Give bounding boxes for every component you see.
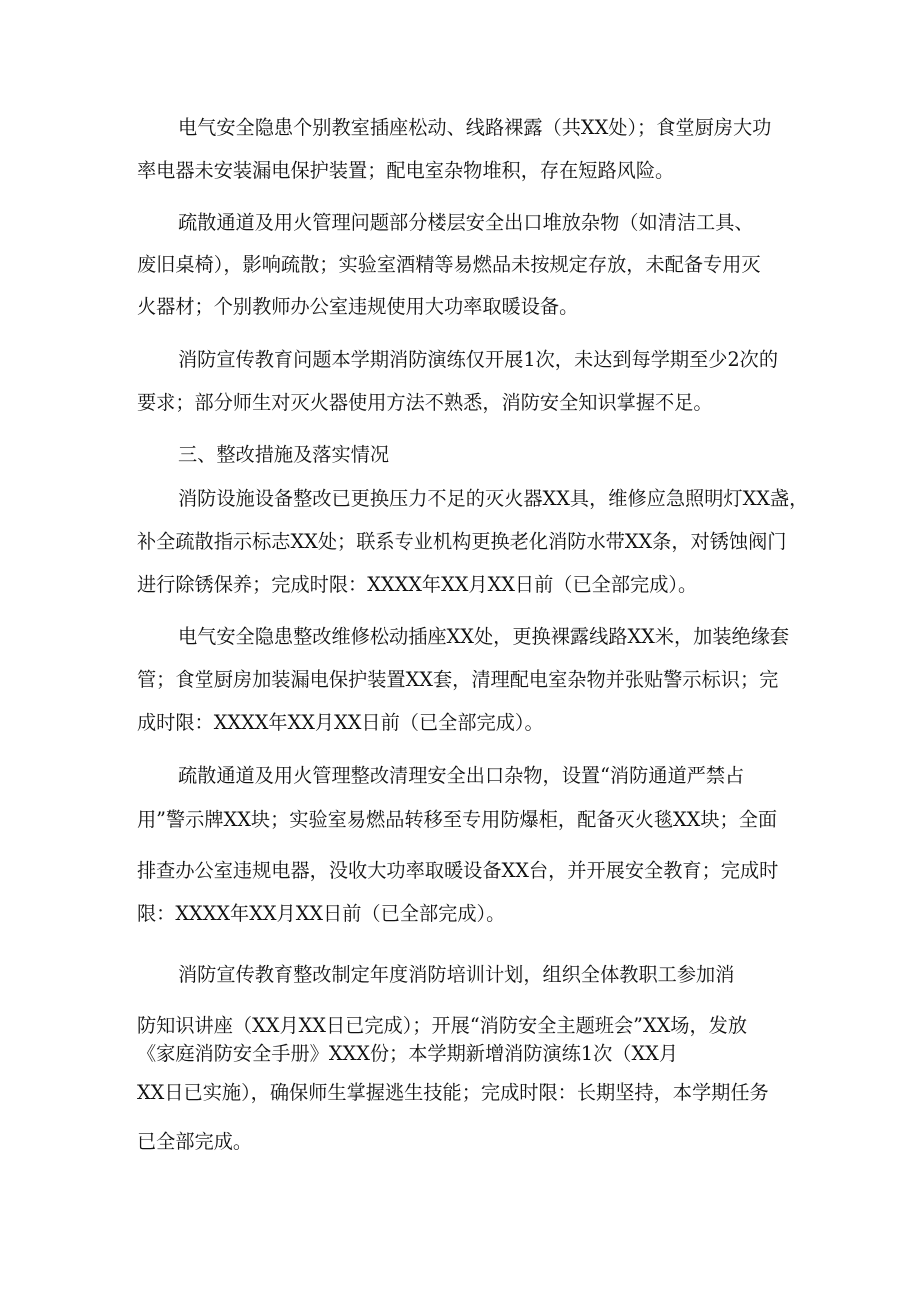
text-line: 电气安全隐患整改维修松动插座XX处，更换裸露线路XX米，加装绝缘套: [178, 625, 790, 648]
text-line: 成时限：XXXX年XX月XX日前（已全部完成）。: [137, 711, 544, 734]
text-line: 消防设施设备整改已更换压力不足的灭火器XX具，维修应急照明灯XX盏，: [178, 487, 809, 510]
section-heading: 三、整改措施及落实情况: [178, 443, 390, 466]
text-line: 消防宣传教育整改制定年度消防培训计划，组织全体教职工参加消: [178, 963, 735, 986]
text-line: 限：XXXX年XX月XX日前（已全部完成）。: [137, 902, 506, 925]
text-line: 要求；部分师生对灭火器使用方法不熟悉，消防安全知识掌握不足。: [137, 391, 713, 414]
text-line: 疏散通道及用火管理整改清理安全出口杂物，设置“消防通道严禁占: [178, 764, 745, 787]
text-line: 进行除锈保养；完成时限：XXXX年XX月XX日前（已全部完成）。: [137, 573, 698, 596]
text-line: 防知识讲座（XX月XX日已完成）；开展“消防安全主题班会”XX场，发放: [137, 1014, 748, 1037]
text-line: 疏散通道及用火管理问题部分楼层安全出口堆放杂物（如清洁工具、: [178, 211, 754, 234]
text-line: 《家庭消防安全手册》XXX份；本学期新增消防演练1次（XX月: [137, 1042, 679, 1065]
text-line: 电气安全隐患个别教室插座松动、线路裸露（共XX处）；食堂厨房大功: [178, 116, 772, 139]
text-line: 补全疏散指示标志XX处；联系专业机构更换老化消防水带XX条，对锈蚀阀门: [137, 530, 787, 553]
text-line: 排查办公室违规电器，没收大功率取暖设备XX台，并开展安全教育；完成时: [137, 859, 779, 882]
text-line: 消防宣传教育问题本学期消防演练仅开展1次，未达到每学期至少2次的: [178, 348, 779, 371]
text-line: 废旧桌椅），影响疏散；实验室酒精等易燃品未按规定存放，未配备专用灭: [137, 253, 761, 276]
text-line: 管；食堂厨房加装漏电保护装置XX套，清理配电室杂物并张贴警示标识；完: [137, 668, 779, 691]
text-line: 率电器未安装漏电保护装置；配电室杂物堆积，存在短路风险。: [137, 159, 675, 182]
text-line: 用”警示牌XX块；实验室易燃品转移至专用防爆柜，配备灭火毯XX块；全面: [137, 808, 778, 831]
text-line: 火器材；个别教师办公室违规使用大功率取暖设备。: [137, 295, 579, 318]
text-line: 已全部完成。: [137, 1130, 253, 1153]
text-line: XX日已实施），确保师生掌握逃生技能；完成时限：长期坚持，本学期任务: [137, 1081, 769, 1104]
